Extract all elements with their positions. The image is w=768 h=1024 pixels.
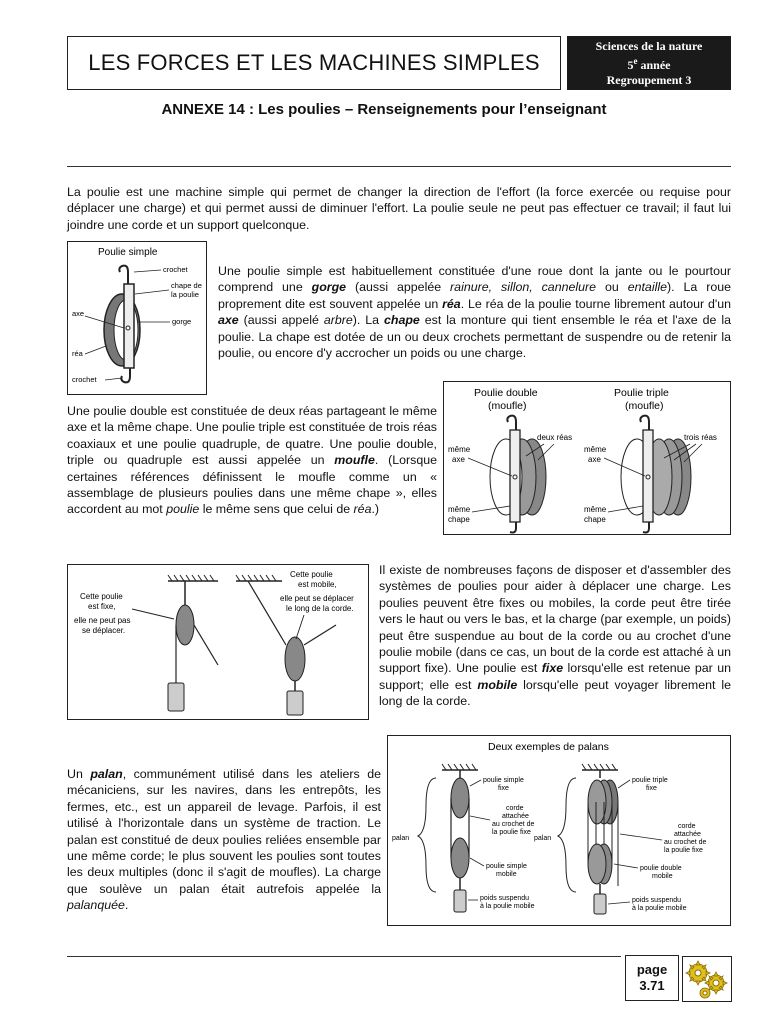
label-simple-mobile-2: mobile — [496, 871, 517, 878]
intro-paragraph: La poulie est une machine simple qui permet de changer la direction de l'effort (la force exercée ou requise pour déplacer une charge) et qui permet aussi de diminuer l'effort. La poulie seule ne peut pas effectuer ce travail; il faut lui joindre une corde et un support quelconque. — [67, 185, 731, 232]
label-rea: réa — [72, 349, 83, 358]
label-corde-3: au crochet de — [492, 821, 535, 828]
course-tag — [567, 36, 731, 90]
term-rea: réa — [442, 296, 461, 311]
label-poids-2: à la poulie mobile — [480, 903, 535, 910]
term-axe: axe — [218, 313, 239, 328]
term-palan: palan — [90, 767, 123, 781]
label-poids-1: poids suspendu — [480, 895, 530, 902]
course-subject: Sciences de la nature — [595, 38, 703, 53]
label-meme-axe-1: même — [448, 445, 471, 454]
figure-simple-pulley — [67, 241, 207, 395]
label-meme-chape-t2: chape — [584, 515, 606, 524]
figure-title: Poulie simple — [98, 247, 158, 258]
label-palan-right: palan — [534, 835, 552, 842]
document-title: LES FORCES ET LES MACHINES SIMPLES — [88, 50, 540, 75]
term-chape: chape — [384, 313, 420, 328]
label-corde-r4: la poulie fixe — [664, 847, 703, 854]
label-meme-axe-2: axe — [452, 455, 465, 464]
palans-title: Deux exemples de palans — [488, 741, 609, 753]
label-crochet-bottom: crochet — [72, 375, 97, 384]
figure-double-triple-pulley — [443, 381, 731, 535]
palan-paragraph: Un palan, communément utilisé dans les ateliers de mécaniciens, sur les navires, dans les entrepôts, les fermes, etc., est un appareil de levage. Parfois, il est utilisé à l'horizontale dans un système de traction. Le palan est constitué de deux poulies reliées ensemble par une même corde; le plus souvent les poulies sont toutes les deux multiples (donc il s'agit de moufles). La charge que soulève un palan était autrefois appelée la palanquée. — [67, 767, 381, 913]
figure-fixed-mobile-pulley — [67, 564, 369, 720]
simple-pulley-paragraph: Une poulie simple est habituellement constituée d'une roue dont la jante ou le pourtour comprend une gorge (aussi appelée rainure, sillon, cannelure ou entaille). La roue proprement dite est souvent appelée un réa. Le réa de la poulie tourne librement autour d'un axe (aussi appelé arbre). La chape est la monture qui tient ensemble le réa et l'axe de la poulie. La chape est dotée de un ou deux crochets permettant de suspendre ou de retenir la poulie, ou encore d'y accrocher un poids ou une charge. — [218, 264, 731, 361]
label-double-mobile-1: poulie double — [640, 865, 682, 872]
label-corde-1: corde — [506, 805, 524, 812]
label-chape-1: chape de — [171, 281, 202, 290]
label-corde-r3: au crochet de — [664, 839, 707, 846]
label-trois-reas: trois réas — [684, 433, 717, 442]
double-pulley-paragraph: Une poulie double est constituée de deux réas partageant le même axe et la même chape. Une poulie triple est constituée de trois réas coaxiaux et une poulie quadruple, de quatre. Une poulie double, triple ou quadruple est aussi appelée un moufle. (Lorsque certaines références définissent le moufle comme un « assemblage de plusieurs poulies dans une même chape », elles accordent au mot poulie le même sens que celui de réa.) — [67, 404, 437, 517]
label-crochet-top: crochet — [163, 265, 188, 274]
label-simple-fixe-2: fixe — [498, 785, 509, 792]
page-number: 3.71 — [639, 978, 665, 993]
palans-diagram — [388, 736, 730, 925]
page-label: page — [636, 962, 668, 977]
label-triple-fixe-2: fixe — [646, 785, 657, 792]
figure-palans — [387, 735, 731, 926]
label-corde-2: attachée — [502, 813, 529, 820]
course-cluster: Regroupement 3 — [606, 72, 692, 87]
term-fixe: fixe — [541, 661, 564, 676]
document-title-box — [67, 36, 561, 90]
label-fixe-3: elle ne peut pas — [74, 616, 131, 625]
gears-icon — [683, 957, 731, 1001]
label-mobile-4: le long de la corde. — [286, 604, 354, 613]
label-chape-2: la poulie — [171, 290, 199, 299]
moufle-diagram — [444, 382, 730, 534]
footer-divider — [67, 956, 621, 957]
fixed-mobile-diagram — [68, 565, 368, 719]
label-simple-fixe-1: poulie simple — [483, 777, 524, 784]
simple-pulley-diagram — [68, 242, 206, 394]
label-mobile-1: Cette poulie — [290, 570, 333, 579]
triple-title-2: (moufle) — [625, 400, 664, 412]
double-title-1: Poulie double — [474, 387, 538, 399]
label-mobile-3: elle peut se déplacer — [280, 594, 354, 603]
triple-title-1: Poulie triple — [614, 387, 669, 399]
label-corde-4: la poulie fixe — [492, 829, 531, 836]
gears-logo — [682, 956, 732, 1002]
fixed-mobile-paragraph: Il existe de nombreuses façons de disposer et d'assembler des systèmes de poulies pour aider à déplacer une charge. Les poulies peuvent être fixes ou mobiles, la corde peut être tirée vers le haut ou vers le bas, et la charge (par exemple, un poids) peut être suspendue au bout de la corde ou au crochet d'une poulie mobile (dans ce cas, un bout de la corde est attaché à un support fixe). Une poulie est fixe lorsqu'elle est retenue par un support; elle est mobile lorsqu'elle peut voyager librement le long de la corde. — [379, 563, 731, 709]
label-fixe-1: Cette poulie — [80, 592, 123, 601]
label-gorge: gorge — [172, 317, 192, 326]
label-meme-chape-t1: même — [584, 505, 607, 514]
label-palan-left: palan — [392, 835, 410, 842]
page-number-box — [625, 955, 679, 1001]
top-divider — [67, 166, 731, 167]
label-meme-chape-2: chape — [448, 515, 470, 524]
term-moufle: moufle — [334, 453, 375, 468]
label-fixe-4: se déplacer. — [82, 626, 126, 635]
double-title-2: (moufle) — [488, 400, 527, 412]
label-corde-r2: attachée — [674, 831, 701, 838]
label-poids-r1: poids suspendu — [632, 897, 682, 904]
label-corde-r1: corde — [678, 823, 696, 830]
label-simple-mobile-1: poulie simple — [486, 863, 527, 870]
course-grade: 5e année — [627, 55, 671, 72]
label-meme-chape-1: même — [448, 505, 471, 514]
label-double-mobile-2: mobile — [652, 873, 673, 880]
label-triple-fixe-1: poulie triple — [632, 777, 668, 784]
label-axe: axe — [72, 309, 85, 318]
label-deux-reas: deux réas — [537, 433, 573, 442]
label-fixe-2: est fixe, — [88, 602, 116, 611]
label-mobile-2: est mobile, — [298, 580, 337, 589]
label-poids-r2: à la poulie mobile — [632, 905, 687, 912]
term-gorge: gorge — [311, 280, 347, 295]
annex-subtitle: ANNEXE 14 : Les poulies – Renseignements pour l’enseignant — [161, 101, 607, 118]
label-meme-axe-t2: axe — [588, 455, 601, 464]
term-mobile: mobile — [477, 677, 518, 692]
label-meme-axe-t1: même — [584, 445, 607, 454]
